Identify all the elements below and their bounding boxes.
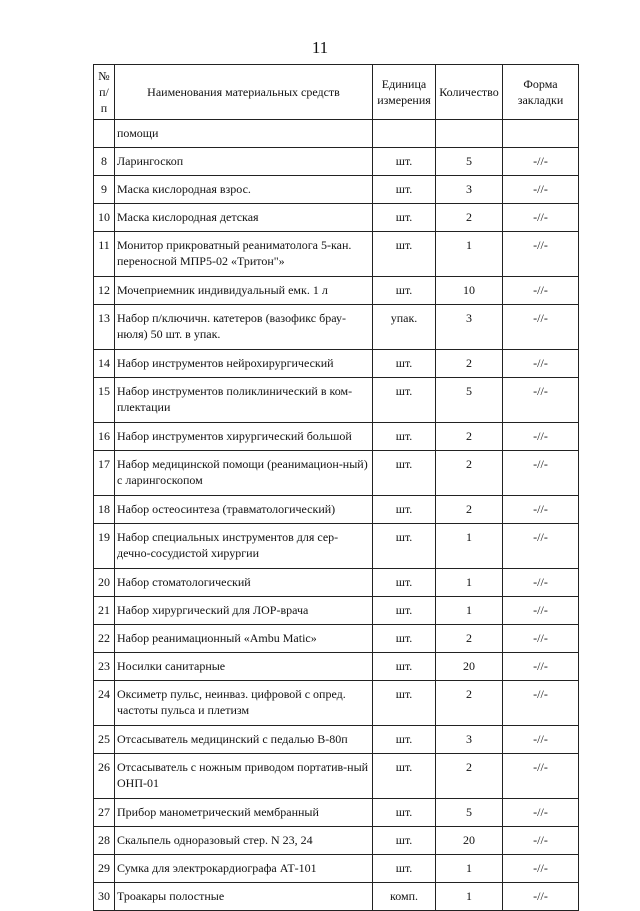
table-row xyxy=(94,754,579,799)
cell-unit: шт. xyxy=(373,597,436,625)
cell-form: -//- xyxy=(503,681,579,726)
table-row xyxy=(94,176,579,204)
table-row xyxy=(94,232,579,277)
cell-form: -//- xyxy=(503,569,579,597)
cell-name: Маска кислородная взрос. xyxy=(115,176,373,204)
cell-num: 12 xyxy=(94,277,115,305)
cell-num: 13 xyxy=(94,305,115,350)
cell-unit: шт. xyxy=(373,827,436,855)
cell-form: -//- xyxy=(503,883,579,911)
cell-form: -//- xyxy=(503,451,579,496)
cell-unit: упак. xyxy=(373,305,436,350)
cell-name: Набор медицинской помощи (реанимацион-ный) с ларингоскопом xyxy=(115,451,373,496)
cell-name: Троакары полостные xyxy=(115,883,373,911)
cell-qty: 3 xyxy=(436,176,503,204)
cell-qty: 5 xyxy=(436,148,503,176)
table-header-row xyxy=(94,65,579,120)
cell-qty: 2 xyxy=(436,423,503,451)
cell-unit: шт. xyxy=(373,232,436,277)
cell-name: Оксиметр пульс, неинваз. цифровой с опред. частоты пульса и плетизм xyxy=(115,681,373,726)
cell-num: 27 xyxy=(94,799,115,827)
cell-num: 24 xyxy=(94,681,115,726)
table-row xyxy=(94,277,579,305)
cell-form: -//- xyxy=(503,277,579,305)
cell-qty: 1 xyxy=(436,569,503,597)
cell-num xyxy=(94,120,115,148)
table-row xyxy=(94,350,579,378)
table-row xyxy=(94,681,579,726)
table-row xyxy=(94,378,579,423)
cell-form: -//- xyxy=(503,799,579,827)
cell-name: помощи xyxy=(115,120,373,148)
table-row xyxy=(94,726,579,754)
table-body xyxy=(94,120,579,911)
cell-num: 22 xyxy=(94,625,115,653)
cell-num: 8 xyxy=(94,148,115,176)
cell-name: Мочеприемник индивидуальный емк. 1 л xyxy=(115,277,373,305)
cell-form: -//- xyxy=(503,754,579,799)
cell-name: Набор специальных инструментов для сер-дечно-сосудистой хирургии xyxy=(115,524,373,569)
cell-qty: 1 xyxy=(436,855,503,883)
cell-qty: 2 xyxy=(436,625,503,653)
header-name: Наименования материальных средств xyxy=(115,65,373,120)
cell-name: Набор хирургический для ЛОР-врача xyxy=(115,597,373,625)
cell-unit: шт. xyxy=(373,277,436,305)
cell-num: 11 xyxy=(94,232,115,277)
cell-unit: шт. xyxy=(373,496,436,524)
header-form: Форма закладки xyxy=(503,65,579,120)
cell-form: -//- xyxy=(503,148,579,176)
cell-num: 15 xyxy=(94,378,115,423)
cell-qty: 3 xyxy=(436,726,503,754)
cell-name: Набор п/ключичн. катетеров (вазофикс брау-нюля) 50 шт. в упак. xyxy=(115,305,373,350)
cell-unit: шт. xyxy=(373,799,436,827)
cell-num: 9 xyxy=(94,176,115,204)
cell-unit xyxy=(373,120,436,148)
table-row xyxy=(94,855,579,883)
cell-form: -//- xyxy=(503,653,579,681)
cell-qty: 20 xyxy=(436,653,503,681)
table-row xyxy=(94,625,579,653)
cell-qty: 1 xyxy=(436,597,503,625)
page-number: 11 xyxy=(311,38,329,57)
cell-qty: 10 xyxy=(436,277,503,305)
cell-qty: 5 xyxy=(436,799,503,827)
cell-unit: шт. xyxy=(373,653,436,681)
cell-num: 29 xyxy=(94,855,115,883)
cell-qty: 2 xyxy=(436,681,503,726)
table-row xyxy=(94,597,579,625)
cell-form: -//- xyxy=(503,855,579,883)
table-row xyxy=(94,799,579,827)
cell-name: Скальпель одноразовый стер. N 23, 24 xyxy=(115,827,373,855)
cell-num: 14 xyxy=(94,350,115,378)
cell-unit: комп. xyxy=(373,883,436,911)
cell-num: 20 xyxy=(94,569,115,597)
table-row xyxy=(94,451,579,496)
cell-unit: шт. xyxy=(373,176,436,204)
cell-unit: шт. xyxy=(373,423,436,451)
cell-num: 30 xyxy=(94,883,115,911)
cell-name: Набор остеосинтеза (травматологический) xyxy=(115,496,373,524)
cell-qty: 2 xyxy=(436,754,503,799)
cell-unit: шт. xyxy=(373,524,436,569)
cell-form: -//- xyxy=(503,524,579,569)
table-row xyxy=(94,883,579,911)
cell-form: -//- xyxy=(503,176,579,204)
cell-unit: шт. xyxy=(373,855,436,883)
cell-unit: шт. xyxy=(373,625,436,653)
cell-qty: 2 xyxy=(436,496,503,524)
cell-qty: 2 xyxy=(436,204,503,232)
cell-qty xyxy=(436,120,503,148)
cell-name: Ларингоскоп xyxy=(115,148,373,176)
cell-name: Сумка для электрокардиографа АТ-101 xyxy=(115,855,373,883)
cell-qty: 1 xyxy=(436,232,503,277)
cell-num: 19 xyxy=(94,524,115,569)
cell-unit: шт. xyxy=(373,754,436,799)
cell-unit: шт. xyxy=(373,569,436,597)
table-row xyxy=(94,653,579,681)
cell-qty: 1 xyxy=(436,524,503,569)
cell-qty: 20 xyxy=(436,827,503,855)
cell-form: -//- xyxy=(503,827,579,855)
cell-qty: 2 xyxy=(436,451,503,496)
cell-name: Отсасыватель с ножным приводом портатив-ный ОНП-01 xyxy=(115,754,373,799)
table-row xyxy=(94,423,579,451)
table-row xyxy=(94,305,579,350)
cell-qty: 3 xyxy=(436,305,503,350)
cell-num: 23 xyxy=(94,653,115,681)
header-qty: Количество xyxy=(436,65,503,120)
table-row xyxy=(94,827,579,855)
cell-num: 26 xyxy=(94,754,115,799)
cell-qty: 2 xyxy=(436,350,503,378)
table-row xyxy=(94,148,579,176)
cell-form: -//- xyxy=(503,350,579,378)
cell-num: 18 xyxy=(94,496,115,524)
cell-unit: шт. xyxy=(373,350,436,378)
cell-form: -//- xyxy=(503,204,579,232)
table-row xyxy=(94,569,579,597)
table-row xyxy=(94,204,579,232)
cell-form: -//- xyxy=(503,423,579,451)
table-row xyxy=(94,524,579,569)
cell-num: 28 xyxy=(94,827,115,855)
cell-form: -//- xyxy=(503,625,579,653)
cell-name: Носилки санитарные xyxy=(115,653,373,681)
cell-form: -//- xyxy=(503,496,579,524)
cell-unit: шт. xyxy=(373,726,436,754)
cell-form: -//- xyxy=(503,726,579,754)
cell-unit: шт. xyxy=(373,451,436,496)
cell-name: Набор реанимационный «Ambu Matic» xyxy=(115,625,373,653)
cell-name: Монитор прикроватный реаниматолога 5-кан. переносной МПР5-02 «Тритон"» xyxy=(115,232,373,277)
table-row xyxy=(94,120,579,148)
cell-name: Отсасыватель медицинский с педалью В-80п xyxy=(115,726,373,754)
cell-num: 25 xyxy=(94,726,115,754)
cell-qty: 1 xyxy=(436,883,503,911)
cell-unit: шт. xyxy=(373,681,436,726)
cell-name: Набор инструментов поликлинический в ком-плектации xyxy=(115,378,373,423)
cell-form: -//- xyxy=(503,305,579,350)
cell-qty: 5 xyxy=(436,378,503,423)
cell-name: Набор стоматологический xyxy=(115,569,373,597)
cell-form: -//- xyxy=(503,378,579,423)
cell-num: 16 xyxy=(94,423,115,451)
cell-num: 17 xyxy=(94,451,115,496)
cell-name: Маска кислородная детская xyxy=(115,204,373,232)
cell-unit: шт. xyxy=(373,378,436,423)
table-row xyxy=(94,496,579,524)
cell-num: 10 xyxy=(94,204,115,232)
cell-form: -//- xyxy=(503,232,579,277)
materials-table xyxy=(93,64,579,911)
cell-name: Набор инструментов нейрохирургический xyxy=(115,350,373,378)
header-num: № п/п xyxy=(94,65,115,120)
cell-unit: шт. xyxy=(373,204,436,232)
cell-form: -//- xyxy=(503,597,579,625)
cell-name: Набор инструментов хирургический большой xyxy=(115,423,373,451)
cell-name: Прибор манометрический мембранный xyxy=(115,799,373,827)
cell-unit: шт. xyxy=(373,148,436,176)
cell-form xyxy=(503,120,579,148)
header-unit: Единица измерения xyxy=(373,65,436,120)
cell-num: 21 xyxy=(94,597,115,625)
